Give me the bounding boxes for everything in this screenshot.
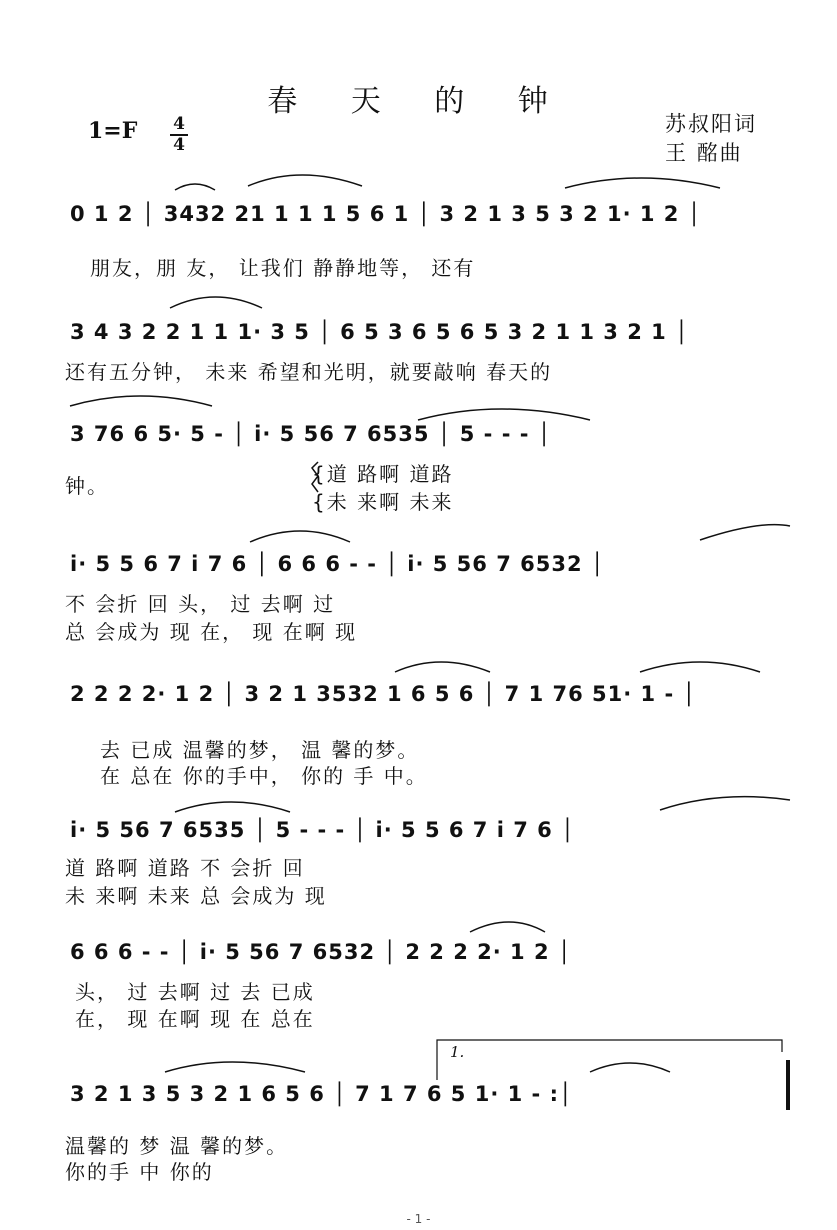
lyricist-credit: 苏叔阳词 <box>665 112 757 136</box>
system-5-notes: 2 2 2 2· 1 2 │ 3 2 1 3532 1 6 5 6 │ 7 1 76 51· 1 - │ <box>70 682 697 706</box>
slur <box>175 802 290 812</box>
volta-label: 1. <box>450 1043 465 1061</box>
time-signature <box>170 116 188 154</box>
system-8-lyric-2: 你的手 中 你的 <box>65 1160 214 1184</box>
system-6-lyric-2: 未 来啊 未来 总 会成为 现 <box>65 884 327 908</box>
system-4-lyric-2: 总 会成为 现 在， 现 在啊 现 <box>65 620 358 644</box>
system-8-lyric-1: 温馨的 梦 温 馨的梦。 <box>65 1134 289 1158</box>
system-5-lyric-2: 在 总在 你的手中， 你的 手 中。 <box>100 764 428 788</box>
system-1-notes: 0 1 2 │ 3432 21 1 1 1 5 6 1 │ 3 2 1 3 5 3 2 1· 1 2 │ <box>70 202 702 226</box>
song-title: 春 天 的 钟 <box>267 84 570 119</box>
system-4-notes: i· 5 5 6 7 i 7 6 │ 6 6 6 - - │ i· 5 56 7 6532 │ <box>70 552 605 576</box>
slur <box>418 409 590 420</box>
page-number: - 1 - <box>406 1212 431 1226</box>
slur <box>395 662 490 672</box>
key-signature: 1=F <box>88 118 138 144</box>
system-2-notes: 3 4 3 2 2 1 1 1· 3 5 │ 6 5 3 6 5 6 5 3 2 1 1 3 2 1 │ <box>70 320 689 344</box>
system-2-lyric-1: 还有五分钟， 未来 希望和光明，就要敲响 春天的 <box>65 360 553 384</box>
slur <box>470 922 545 932</box>
slur <box>590 1063 670 1072</box>
system-7-lyric-2: 在， 现 在啊 现 在 总在 <box>75 1007 315 1031</box>
system-6-lyric-1: 道 路啊 道路 不 会折 回 <box>65 856 305 880</box>
system-7-lyric-1: 头， 过 去啊 过 去 已成 <box>75 980 315 1004</box>
slur <box>175 184 215 190</box>
slur <box>660 797 790 810</box>
slur <box>250 531 350 542</box>
time-signature-bottom: 4 <box>173 135 185 155</box>
slur <box>170 297 262 308</box>
system-5-lyric-1: 去 已成 温馨的梦， 温 馨的梦。 <box>100 738 420 762</box>
slur <box>248 175 362 186</box>
slur <box>70 396 212 406</box>
system-3-lyric-1: 钟。 <box>65 474 109 498</box>
composer-credit: 王 酩曲 <box>665 141 743 165</box>
system-6-notes: i· 5 56 7 6535 │ 5 - - - │ i· 5 5 6 7 i 7 6 │ <box>70 818 575 842</box>
system-3-lyric-3: {未 来啊 未来 <box>312 490 454 514</box>
system-3-lyric-2: {道 路啊 道路 <box>312 462 454 486</box>
slur <box>165 1062 305 1072</box>
system-8-notes: 3 2 1 3 5 3 2 1 6 5 6 │ 7 1 7 6 5 1· 1 - :│ <box>70 1082 573 1106</box>
slur <box>700 525 790 540</box>
time-signature-top: 4 <box>173 114 185 134</box>
system-4-lyric-1: 不 会折 回 头， 过 去啊 过 <box>65 592 336 616</box>
system-3-notes: 3 76 6 5· 5 - │ i· 5 56 7 6535 │ 5 - - - │ <box>70 422 552 446</box>
system-1-lyric-1: 朋友，朋 友， 让我们 静静地等， 还有 <box>90 256 476 280</box>
volta-bracket <box>437 1040 782 1080</box>
slur <box>640 662 760 672</box>
slur <box>565 178 720 188</box>
system-7-notes: 6 6 6 - - │ i· 5 56 7 6532 │ 2 2 2 2· 1 2 │ <box>70 940 572 964</box>
